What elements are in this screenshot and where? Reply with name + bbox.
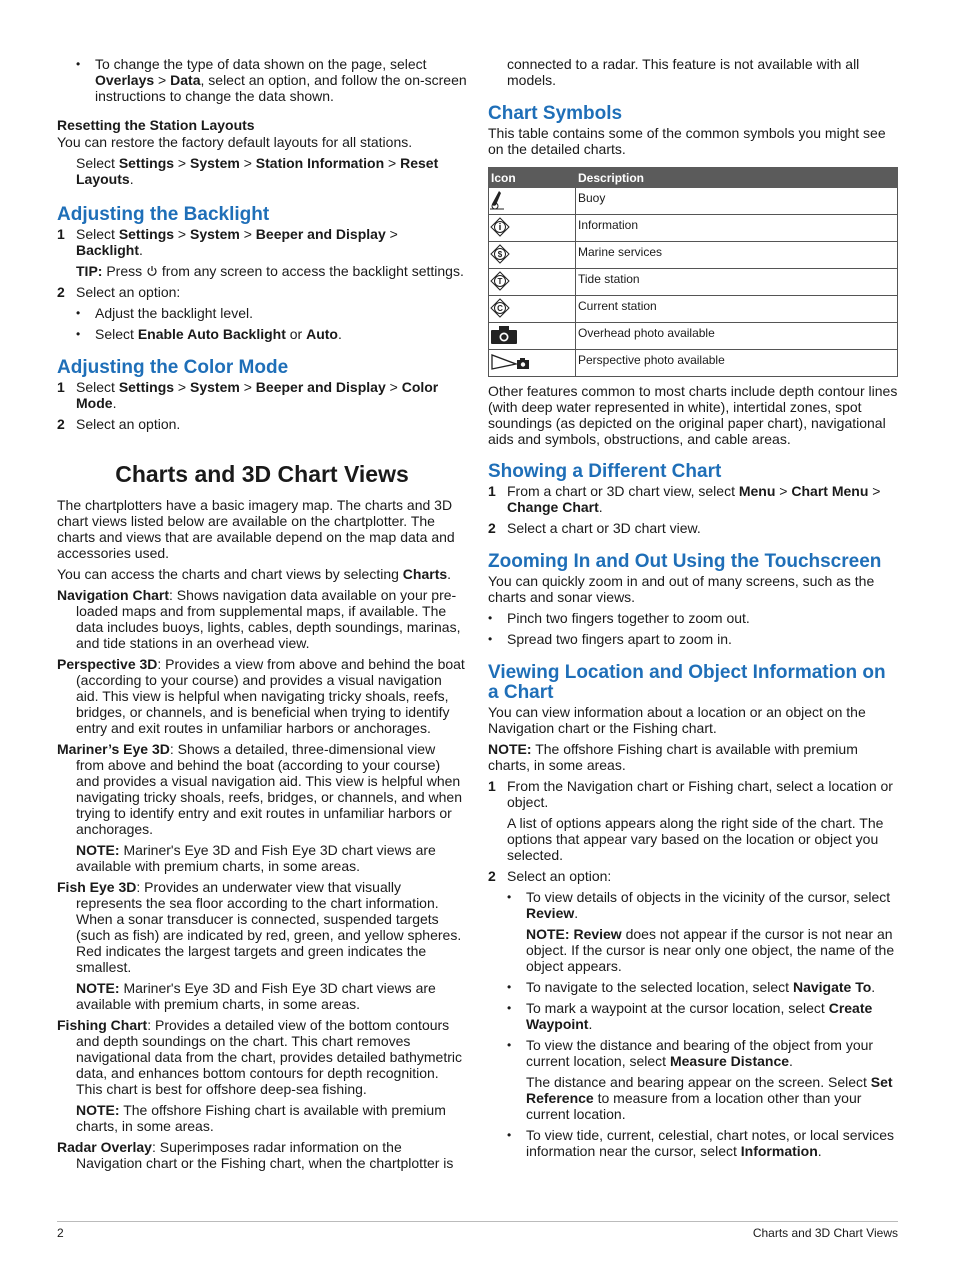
paragraph: This table contains some of the common symbols you might see on the detailed charts. [488,125,886,157]
left-column [57,56,467,1176]
paragraph: A list of options appears along the right side of the chart. The options that appear vary based on the location or object you selected. [507,815,884,863]
list-item: • To navigate to the selected location, select Navigate To. [488,979,898,995]
step: 1 Select Settings > System > Beeper and Display > Color Mode. [57,379,439,411]
table-row [489,242,898,269]
symbol-description: Perspective photo available [576,350,898,377]
symbol-description: Buoy [576,188,898,215]
step: 2 Select an option: [488,868,612,884]
instruction: Select Settings > System > Station Information > Reset Layouts. [76,155,439,187]
section-heading: Zooming In and Out Using the Touchscreen [488,551,882,572]
symbol-description: Current station [576,296,898,323]
step: 2 Select an option. [57,416,181,432]
overhead-photo-icon [490,325,518,345]
page-number: 2 [57,1226,64,1240]
step: 2 Select a chart or 3D chart view. [488,520,701,536]
definition-fishing-chart: Fishing Chart: Provides a detailed view of the bottom contours and depth soundings on the chart. This chart removes navigational data from the chart, provides detailed bathymetric data, and enhances bottom contours for depth recognition. This chart is best for offshore deep-sea fishing. [57,1017,462,1097]
paragraph: Other features common to most charts include depth contour lines (with deep water represented in white), intertidal zones, spot soundings (as depicted on the original paper chart), navigational aids and symbols, obstructions, and cable areas. [488,383,898,447]
table-row [489,215,898,242]
paragraph: The chartplotters have a basic imagery map. The charts and 3D chart views listed below are available on the chartplotter. The charts and views that are available depend on the map data and accessories used. [57,497,455,561]
section-heading: Resetting the Station Layouts [57,117,255,133]
paragraph: The distance and bearing appear on the screen. Select Set Reference to measure from a location other than your current location. [526,1074,893,1122]
footer-section-title: Charts and 3D Chart Views [752,1226,898,1240]
list-item: • Adjust the backlight level. [57,305,467,321]
chart-symbols-table [488,167,898,377]
list-item: • To mark a waypoint at the cursor location, select Create Waypoint. [488,1000,898,1032]
table-row [489,296,898,323]
symbol-description: Information [576,215,898,242]
paragraph: You can restore the factory default layouts for all stations. [57,134,413,150]
section-heading: Chart Symbols [488,103,623,124]
list-item: • Select Enable Auto Backlight or Auto. [57,326,467,342]
svg-text:T: T [497,276,503,286]
page-footer [57,1221,898,1240]
note: NOTE: The offshore Fishing chart is available with premium charts, in some areas. [76,1102,446,1134]
column-header-description: Description [576,168,898,188]
svg-text:C: C [497,303,503,313]
marine-services-icon [490,244,510,264]
power-icon [146,265,158,277]
definition-fish-eye-3d: Fish Eye 3D: Provides an underwater view that visually represents the sea floor according to the chart information. When a sonar transducer is connected, suspended targets (such as fish) are indicated by red, green, and yellow spheres. Red indicates the largest targets and green indicates the smallest. [57,879,462,975]
list-item: • To view tide, current, celestial, chart notes, or local services information near the cursor, select Information. [488,1127,898,1159]
table-row [489,350,898,377]
section-heading: Adjusting the Backlight [57,204,270,225]
section-heading: Adjusting the Color Mode [57,357,289,378]
buoy-icon [490,190,504,210]
list-item: • To change the type of data shown on the page, select Overlays > Data, select an option, and follow the on-screen instructions to change the data shown. [57,56,467,104]
list-item: • To view details of objects in the vicinity of the cursor, select Review. [488,889,898,921]
svg-text:$: $ [497,249,503,259]
table-header-row [489,168,898,188]
information-icon [490,217,510,237]
symbol-description: Overhead photo available [576,323,898,350]
step: 2 Select an option: [57,284,181,300]
table-row [489,269,898,296]
right-column [488,56,898,1164]
current-station-icon [490,298,510,318]
paragraph: connected to a radar. This feature is not available with all models. [507,56,860,88]
tide-station-icon [490,271,510,291]
section-heading: Viewing Location and Object Information on a Chart [488,662,886,703]
definition-perspective-3d: Perspective 3D: Provides a view from above and behind the boat (according to your course) and provides a visual navigation aid. This view is helpful when navigating tricky shoals, reefs, bridges, or channels, and is beneficial when trying to identify entry and exit routes in unfamiliar harbors or anchorages. [57,656,465,736]
note: NOTE: Review does not appear if the cursor is not near an object. If the cursor is near only one object, the name of the object appears. [526,926,895,974]
step: 1 From a chart or 3D chart view, select Menu > Chart Menu > Change Chart. [488,483,881,515]
chapter-title: Charts and 3D Chart Views [115,461,409,487]
paragraph: You can access the charts and chart views by selecting Charts. [57,566,452,582]
paragraph: You can quickly zoom in and out of many screens, such as the charts and sonar views. [488,573,875,605]
symbol-description: Tide station [576,269,898,296]
section-heading: Showing a Different Chart [488,461,722,482]
list-item: • Spread two fingers apart to zoom in. [488,631,898,647]
list-item: • Pinch two fingers together to zoom out. [488,610,898,626]
perspective-photo-icon [490,352,530,372]
definition-radar-overlay: Radar Overlay: Superimposes radar information on the Navigation chart or the Fishing chart, when the chartplotter is [57,1139,454,1171]
definition-mariners-eye-3d: Mariner’s Eye 3D: Shows a detailed, three-dimensional view from above and behind the boat (according to your course) and provides a visual navigation aid. This view is helpful when navigating tricky shoals, reefs, bridges, or channels, and when trying to identify entry and exit routes in unfamiliar harbors or anchorages. [57,741,462,837]
table-row [489,188,898,215]
paragraph: You can view information about a location or an object on the Navigation chart or the Fishing chart. [488,704,866,736]
step: 1 Select Settings > System > Beeper and Display > Backlight. [57,226,398,258]
symbol-description: Marine services [576,242,898,269]
step: 1 From the Navigation chart or Fishing chart, select a location or object. [488,778,893,810]
tip: TIP: Press from any screen to access the backlight settings. [76,263,464,279]
list-item: • To view the distance and bearing of the object from your current location, select Measure Distance. [488,1037,898,1069]
note: NOTE: Mariner's Eye 3D and Fish Eye 3D chart views are available with premium charts, in some areas. [76,980,436,1012]
table-row [489,323,898,350]
note: NOTE: Mariner's Eye 3D and Fish Eye 3D chart views are available with premium charts, in some areas. [76,842,436,874]
note: NOTE: The offshore Fishing chart is available with premium charts, in some areas. [488,741,858,773]
definition-navigation-chart: Navigation Chart: Shows navigation data available on your pre-loaded maps and from supplemental maps, if available. The data includes buoys, lights, cables, depth soundings, marinas, and tide stations in an overhead view. [57,587,461,651]
column-header-icon: Icon [489,168,576,188]
